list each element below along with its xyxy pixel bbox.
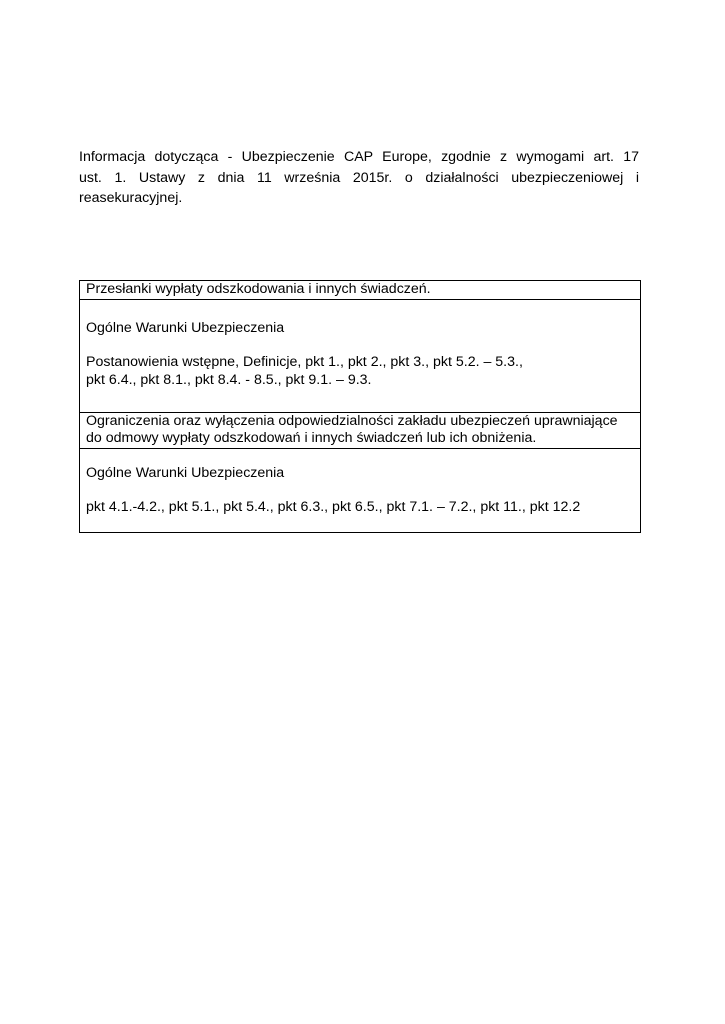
section2-header-line-2: do odmowy wypłaty odszkodowań i innych świadczeń lub ich obniżenia. bbox=[86, 430, 537, 446]
section2-refs-line-1: pkt 4.1.-4.2., pkt 5.1., pkt 5.4., pkt 6.3., pkt 6.5., pkt 7.1. – 7.2., pkt 11., pkt 12.2 bbox=[86, 499, 581, 515]
section1-doc-title: Ogólne Warunki Ubezpieczenia bbox=[86, 319, 285, 336]
intro-line-3: reasekuracyjnej. bbox=[79, 190, 183, 206]
section2-doc-title: Ogólne Warunki Ubezpieczenia bbox=[86, 464, 285, 481]
section1-refs-line-1: Postanowienia wstępne, Definicje, pkt 1., pkt 2., pkt 3., pkt 5.2. – 5.3., bbox=[86, 354, 523, 370]
section1-refs-line-2: pkt 6.4., pkt 8.1., pkt 8.4. - 8.5., pkt 9.1. – 9.3. bbox=[86, 371, 372, 388]
section2-body-cell bbox=[80, 448, 641, 532]
spacer bbox=[86, 337, 634, 354]
intro-line-2: ust. 1. Ustawy z dnia 11 września 2015r. o działalności ubezpieczeniowej i bbox=[79, 169, 639, 186]
table-row bbox=[80, 299, 641, 412]
section1-header-cell bbox=[80, 281, 641, 300]
info-table bbox=[79, 280, 641, 533]
section1-body-cell bbox=[80, 299, 641, 412]
section2-header-cell bbox=[80, 412, 641, 448]
section2-header-line-1: Ograniczenia oraz wyłączenia odpowiedzialności zakładu ubezpieczeń uprawniające bbox=[86, 412, 618, 429]
intro-paragraph bbox=[79, 147, 639, 209]
table-row bbox=[80, 412, 641, 448]
table-row bbox=[80, 281, 641, 300]
spacer bbox=[86, 482, 634, 499]
section1-header: Przesłanki wypłaty odszkodowania i innych świadczeń. bbox=[86, 281, 431, 297]
table-row bbox=[80, 448, 641, 532]
intro-line-1: Informacja dotycząca - Ubezpieczenie CAP Europe, zgodnie z wymogami art. 17 bbox=[79, 149, 639, 165]
